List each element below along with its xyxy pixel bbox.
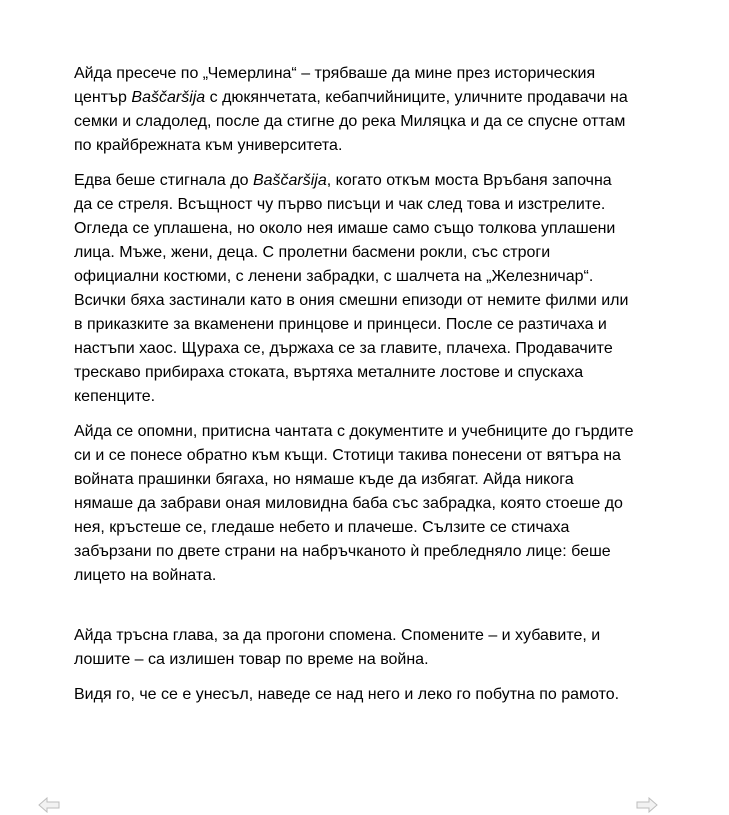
text-run: Едва беше стигнала до — [74, 172, 253, 189]
paragraph-4 — [74, 624, 634, 672]
paragraph-5 — [74, 683, 634, 707]
document-page — [74, 62, 634, 718]
paragraph-3 — [74, 420, 634, 588]
arrow-left-icon — [38, 797, 60, 813]
text-run: Айда се опомни, притисна чантата с документите и учебниците до гърдите си и се понесе обратно към къщи. Стотици такива понесени от вятъра на войната прашинки бягаха, но нямаше къде да избягат. Айда никога нямаше да забрави оная миловидна баба със забрадка, която стоеше до нея, кръстеше се, гледаше небето и плачеше. Сълзите се стичаха забързани по двете страни на набръчканото ѝ пребледняло лице: беше лицето на войната. — [74, 423, 634, 584]
next-page-button[interactable] — [636, 797, 658, 813]
previous-page-button[interactable] — [38, 797, 60, 813]
text-run: с дюкянчетата, кебапчийниците, уличните продавачи на семки и сладолед, после да стигне до река Миляцка и да се спусне оттам по крайбрежната към университета. — [74, 89, 628, 154]
paragraph-1 — [74, 62, 634, 158]
text-run: Айда тръсна глава, за да прогони спомена. Спомените – и хубавите, и лошите – са излишен товар по време на война. — [74, 627, 601, 668]
paragraph-2 — [74, 169, 634, 409]
text-run-italic: Baščaršija — [252, 172, 327, 189]
text-run: , когато откъм моста Връбаня започна да се стреля. Всъщност чу първо писъци и чак след това и изстрелите. Огледа се уплашена, но около нея имаше само също толкова уплашени лица. Мъже, жени, деца. С пролетни басмени рокли, със строги официални костюми, с ленени забрадки, с шалчета на „Железничар“. Всички бяха застинали като в ония смешни епизоди от немите филми или в приказките за вкаменени принцове и принцеси. После се разтичаха и настъпи хаос. Щураха се, държаха се за главите, плачеха. Продавачите трескаво прибираха стоката, въртяха металните лостове и спускаха кепенците. — [74, 172, 629, 405]
text-run: Видя го, че се е унесъл, наведе се над него и леко го побутна по рамото. — [74, 686, 620, 703]
text-run-italic: Baščaršija — [131, 89, 206, 106]
text-run: Айда пресече по „Чемерлина“ – трябваше да мине през историческия център — [74, 65, 596, 106]
arrow-right-icon — [636, 797, 658, 813]
